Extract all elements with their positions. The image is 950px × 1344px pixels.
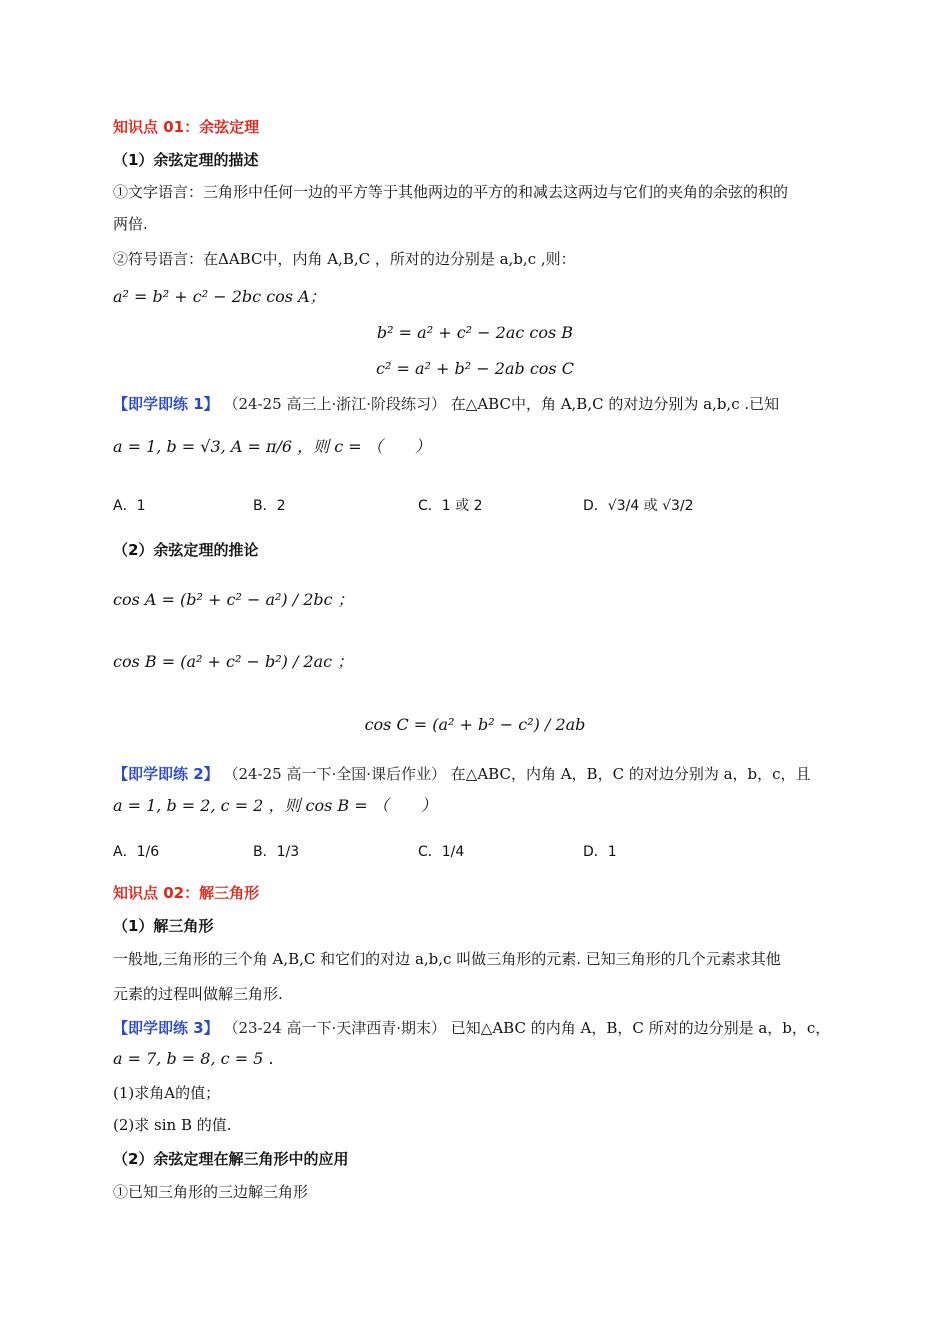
example-1-text: 在△ABC中，角 A,B,C 的对边分别为 a,b,c .已知: [450, 395, 780, 413]
subheading-corollary: （2）余弦定理的推论: [113, 541, 259, 559]
subheading-description: （1）余弦定理的描述: [113, 151, 259, 169]
example-1-choice-a[interactable]: A．1: [113, 498, 146, 514]
example-2-condition: a = 1, b = 2, c = 2 ，则 cos B = （ ）: [113, 796, 437, 815]
text-symbolic: ②符号语言：在ΔABC中，内角 A,B,C ，所对的边分别是 a,b,c ,则：: [113, 250, 576, 268]
text-three-sides: ①已知三角形的三边解三角形: [113, 1183, 309, 1201]
example-1-condition: a = 1, b = √3, A = π/6 ，则 c = （ ）: [113, 437, 431, 456]
formula-cos-a: cos A = (b² + c² − a²) / 2bc ；: [113, 590, 354, 609]
example-2-choice-b[interactable]: B．1/3: [253, 844, 300, 860]
example-3-label: 【即学即练 3】: [113, 1019, 219, 1037]
formula-cos-c: cos C = (a² + b² − c²) / 2ab: [364, 715, 586, 734]
text-verbal-line1: ①文字语言：三角形中任何一边的平方等于其他两边的平方的和减去这两边与它们的夹角的余弦的积的: [113, 183, 789, 201]
text-solve-line2: 元素的过程叫做解三角形.: [113, 985, 283, 1003]
example-2-label: 【即学即练 2】: [113, 765, 219, 783]
example-1-choice-d[interactable]: D．√3/4 或 √3/2: [583, 498, 694, 514]
section-heading-cosine-law: 知识点 01：余弦定理: [113, 118, 260, 136]
example-2-choice-d[interactable]: D．1: [583, 844, 617, 860]
example-1-choice-c[interactable]: C．1 或 2: [418, 498, 483, 514]
example-3-condition: a = 7, b = 8, c = 5 .: [113, 1049, 274, 1068]
example-3: [113, 1018, 830, 1038]
section-heading-solve-triangle: 知识点 02：解三角形: [113, 884, 260, 902]
example-3-question-2: (2)求 sin B 的值.: [113, 1116, 232, 1134]
example-3-text: 已知△ABC 的内角 A，B，C 所对的边分别是 a，b，c，: [450, 1019, 831, 1037]
example-2-choice-a[interactable]: A．1/6: [113, 844, 160, 860]
example-3-source: （23-24 高一下·天津西青·期末）: [223, 1019, 447, 1037]
example-1: [113, 394, 779, 414]
example-1-choice-b[interactable]: B．2: [253, 498, 286, 514]
example-1-label: 【即学即练 1】: [113, 395, 219, 413]
example-3-question-1: (1)求角A的值；: [113, 1084, 221, 1102]
example-2-text: 在△ABC，内角 A，B，C 的对边分别为 a，b，c，且: [450, 765, 811, 783]
formula-b-squared: b² = a² + c² − 2ac cos B: [376, 323, 574, 342]
text-verbal-line2: 两倍.: [113, 215, 148, 233]
example-1-source: （24-25 高三上·浙江·阶段练习）: [223, 395, 447, 413]
subheading-application: （2）余弦定理在解三角形中的应用: [113, 1150, 349, 1168]
text-solve-line1: 一般地,三角形的三个角 A,B,C 和它们的对边 a,b,c 叫做三角形的元素. 已知三角形的几个元素求其他: [113, 950, 781, 968]
subheading-solve-triangle: （1）解三角形: [113, 917, 214, 935]
formula-c-squared: c² = a² + b² − 2ab cos C: [376, 359, 574, 378]
example-2-choice-c[interactable]: C．1/4: [418, 844, 465, 860]
example-2-source: （24-25 高一下·全国·课后作业）: [223, 765, 447, 783]
formula-cos-b: cos B = (a² + c² − b²) / 2ac ；: [113, 652, 354, 671]
example-2: [113, 764, 811, 784]
formula-a-squared: a² = b² + c² − 2bc cos A；: [113, 287, 326, 306]
